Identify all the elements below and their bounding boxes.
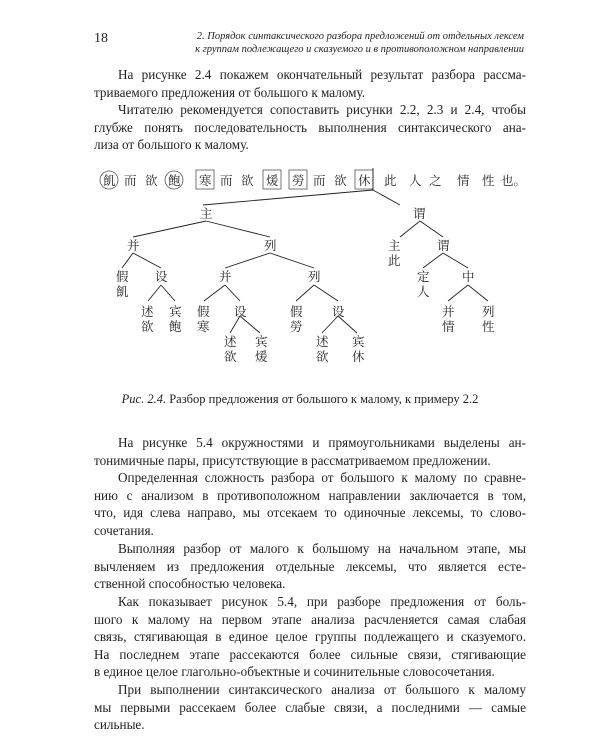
text-line: лиза от большого к малому.	[94, 137, 249, 153]
text-line: сочетания.	[94, 522, 154, 538]
text-line: мы первыми рассекаем более слабые связи, а последними — самые	[94, 699, 526, 715]
text-line: что, идя слева направо, мы отсекаем то одиночные лексемы, то слово-	[94, 505, 526, 521]
paragraph-3	[94, 434, 526, 469]
node-ding: 定	[417, 269, 430, 284]
char-qing: 情	[457, 173, 470, 188]
char-yu: 欲	[334, 173, 347, 188]
running-title-line: 2. Порядок синтаксического разбора предложений от отдельных лексем	[196, 31, 524, 42]
text-line: Как показывает рисунок 5.4, при разборе предложения от боль-	[118, 594, 526, 609]
char-yu: 欲	[145, 173, 158, 188]
text-line: На рисунке 5.4 окружностями и прямоугольниками выделены ан-	[118, 435, 526, 450]
text-line: связь, стягивающая в единое целое группы подлежащего и сказуемого.	[94, 629, 526, 645]
char-xiu: 休	[358, 173, 371, 188]
node-shu-2: 述	[224, 334, 237, 349]
node-bing-3: 并	[442, 304, 455, 319]
node-bin: 宾	[169, 304, 182, 319]
text-line: ственной способностью человека.	[94, 576, 286, 592]
text-line: нию с анализом в противоположном направлении заключается в том,	[94, 487, 526, 503]
char-lao: 勞	[292, 173, 305, 188]
node-jia: 假	[116, 269, 129, 284]
text-line: шого к малому на первом этапе анализа расчленяется самая слабая	[94, 611, 526, 627]
text-line: сильные.	[94, 717, 145, 733]
text-line: Читателю рекомендуется сопоставить рисунки 2.2, 2.3 и 2.4, чтобы	[118, 102, 526, 117]
char-ye: 也。	[501, 173, 527, 188]
node-lie-3: 列	[482, 304, 495, 319]
char-bao: 飽	[168, 173, 181, 188]
char-er: 而	[220, 173, 233, 188]
node-zhong: 中	[462, 269, 475, 284]
char-er: 而	[313, 173, 326, 188]
text-line: вычленяем из предложения отдельные лексемы, что является есте-	[94, 558, 526, 574]
char-ren: 人	[409, 173, 422, 188]
char-han: 寒	[199, 173, 212, 188]
node-zhu: 主	[200, 206, 213, 221]
leaf-xing: 性	[482, 319, 495, 334]
char-ji: 飢	[103, 173, 116, 188]
text-line: На последнем этапе рассекаются более сильные связи, стягивающие	[94, 646, 526, 662]
node-shu-3: 述	[316, 334, 329, 349]
paragraph-7	[94, 681, 526, 734]
node-she: 设	[155, 269, 168, 284]
text-line: тонимичные пары, присутствующие в рассматриваемом предложении.	[94, 452, 491, 468]
char-yu: 欲	[241, 173, 254, 188]
tree-nodes	[116, 206, 495, 364]
paragraph-6	[94, 593, 526, 681]
paragraph-4	[94, 469, 526, 539]
node-ci-leaf: 此	[388, 253, 401, 268]
leaf-lao: 勞	[290, 319, 303, 334]
leaf-yu: 欲	[141, 319, 154, 334]
node-lie-2: 列	[308, 269, 321, 284]
node-bing-2: 并	[219, 269, 232, 284]
leaf-yu-3: 欲	[316, 349, 329, 364]
antonym-markers	[100, 170, 373, 189]
node-jia-3: 假	[290, 304, 303, 319]
leaf-qing: 情	[442, 319, 455, 334]
node-wei-pred: 谓	[437, 238, 450, 253]
leaf-ji: 飢	[116, 284, 129, 299]
caption-label: Рис. 2.4.	[121, 392, 167, 406]
caption-text: Разбор предложения от большого к малому, к примеру 2.2	[169, 392, 479, 406]
node-zhu-pred: 主	[388, 238, 401, 253]
leaf-ren: 人	[417, 284, 430, 299]
text-line: Определенная сложность разбора от большого к малому по сравне-	[118, 470, 526, 485]
text-line: в единое целое глагольно-объектные и сочинительные словосочетания.	[94, 664, 495, 680]
node-shu: 述	[141, 304, 154, 319]
char-ci: 此	[384, 173, 397, 188]
page-number: 18	[94, 31, 108, 46]
node-bin-3: 宾	[352, 334, 365, 349]
text-line: глубже понять последовательность выполнения синтаксического ана-	[94, 119, 526, 135]
node-jia-2: 假	[197, 304, 210, 319]
leaf-han: 寒	[197, 319, 210, 334]
leaf-yu-2: 欲	[224, 349, 237, 364]
node-bin-2: 宾	[255, 334, 268, 349]
node-lie: 列	[264, 238, 277, 253]
char-er: 而	[124, 173, 137, 188]
char-nuan: 煖	[266, 173, 279, 188]
leaf-nuan: 煖	[255, 349, 268, 364]
char-xing: 性	[482, 173, 495, 188]
text-line: триваемого предложения от большого к малому.	[94, 84, 366, 100]
text-line: На рисунке 2.4 покажем окончательный результат разбора рассма-	[118, 67, 526, 82]
node-bing: 并	[127, 238, 140, 253]
char-zhi: 之	[429, 173, 442, 188]
text-line: Выполняя разбор от малого к большому на начальном этапе, мы	[118, 541, 526, 556]
node-wei: 谓	[413, 206, 426, 221]
paragraph-5	[94, 540, 526, 593]
leaf-xiu: 休	[352, 349, 365, 364]
running-title-line: к группам подлежащего и сказуемого и в противоположном направлении	[195, 44, 524, 55]
node-she-3: 设	[332, 304, 345, 319]
text-line: При выполнении синтаксического анализа от большого к малому	[118, 682, 526, 697]
node-she-2: 设	[234, 304, 247, 319]
figure-caption	[0, 392, 600, 407]
leaf-bao: 飽	[169, 319, 182, 334]
